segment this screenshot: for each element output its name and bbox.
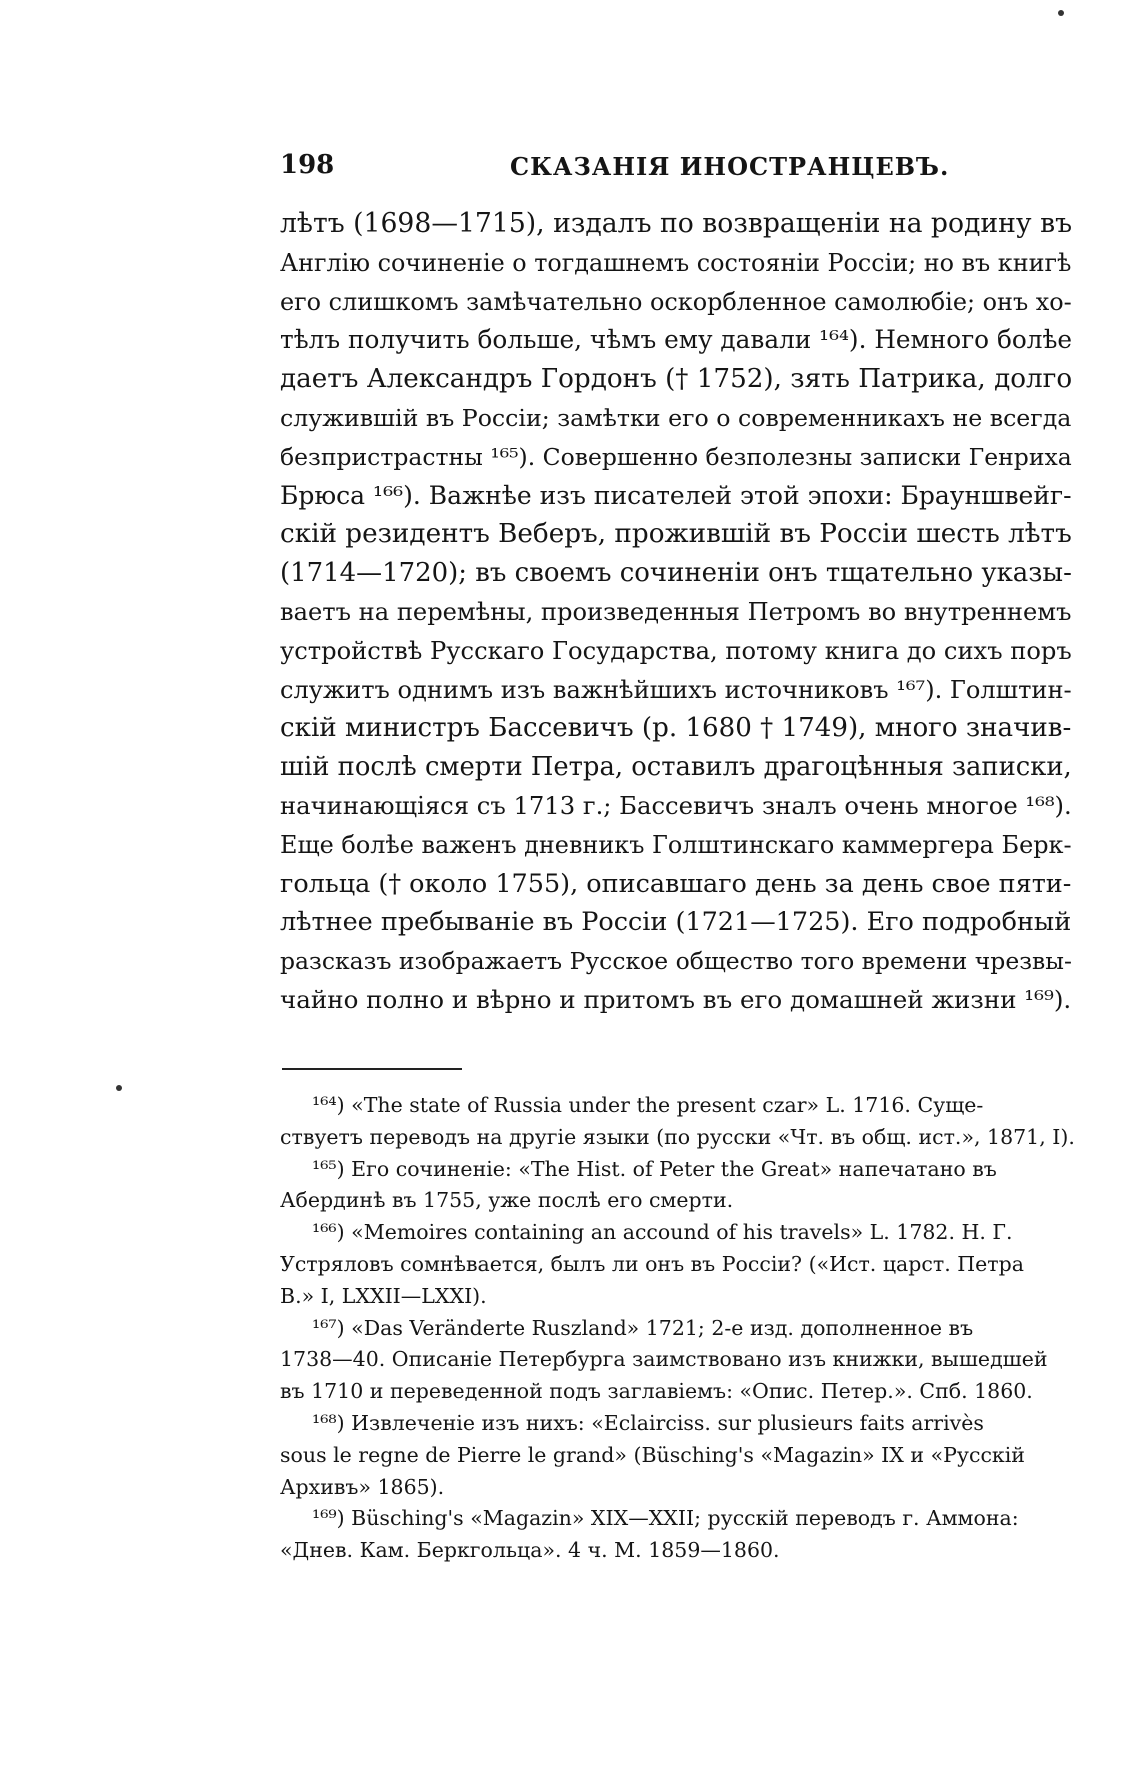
- footnote-line: въ 1710 и переведенной подъ заглавіемъ: «Опис. Петер.». Спб. 1860.: [280, 1379, 1033, 1404]
- footnote-line: ¹⁶⁷) «Das Veränderte Ruszland» 1721; 2-е изд. дополненное въ: [312, 1315, 974, 1340]
- text-line: Англію сочиненіе о тогдашнемъ состояніи Россіи; но въ книгѣ: [280, 248, 1072, 277]
- text-line: шій послѣ смерти Петра, оставилъ драгоцѣнныя записки,: [280, 752, 1072, 783]
- text-line: лѣтъ (1698—1715), издалъ по возвращеніи на родину въ: [280, 208, 1073, 239]
- text-line: безпристрастны ¹⁶⁵). Совершенно безполезны записки Генриха: [280, 442, 1072, 471]
- text-line: тѣлъ получить больше, чѣмъ ему давали ¹⁶⁴). Немного болѣе: [280, 325, 1073, 355]
- text-line: его слишкомъ замѣчательно оскорбленное самолюбіе; онъ хо-: [280, 287, 1072, 316]
- text-line: скій резидентъ Веберъ, прожившій въ Россіи шесть лѣтъ: [280, 519, 1072, 550]
- page-number: 198: [280, 150, 335, 180]
- footnote-line: ¹⁶⁴) «The state of Russia under the present czar» L. 1716. Суще-: [312, 1093, 984, 1117]
- print-speck: [1058, 10, 1064, 16]
- text-line: устройствѣ Русскаго Государства, потому книга до сихъ поръ: [280, 636, 1072, 665]
- footnote-line: ¹⁶⁸) Извлеченіе изъ нихъ: «Eclairciss. sur plusieurs faits arrivès: [312, 1410, 984, 1435]
- text-line: Брюса ¹⁶⁶). Важнѣе изъ писателей этой эпохи: Брауншвейг-: [280, 480, 1072, 510]
- text-line: Еще болѣе важенъ дневникъ Голштинскаго каммергера Берк-: [280, 830, 1072, 859]
- footnote-line: Устряловъ сомнѣвается, былъ ли онъ въ Россіи? («Ист. царст. Петра: [280, 1251, 1024, 1276]
- text-line: служившій въ Россіи; замѣтки его о современникахъ не всегда: [280, 403, 1072, 432]
- footnote-line: В.» I, LXXII—LXXI).: [280, 1283, 487, 1308]
- footnote-divider: [282, 1068, 462, 1070]
- text-line: (1714—1720); въ своемъ сочиненіи онъ тщательно указы-: [280, 558, 1072, 589]
- main-text: [280, 205, 1080, 1020]
- footnote-line: Архивъ» 1865).: [280, 1474, 445, 1499]
- text-line: разсказъ изображаетъ Русское общество того времени чрезвы-: [280, 947, 1072, 976]
- footnote-line: ¹⁶⁵) Его сочиненіе: «The Hist. of Peter the Great» напечатано въ: [312, 1156, 997, 1181]
- footnote-line: 1738—40. Описаніе Петербурга заимствовано изъ книжки, вышедшей: [280, 1347, 1048, 1372]
- print-speck: [116, 1085, 122, 1091]
- text-line: гольца († около 1755), описавшаго день за день свое пяти-: [280, 868, 1072, 899]
- footnote-line: Абердинѣ въ 1755, уже послѣ его смерти.: [280, 1188, 734, 1213]
- footnote-line: «Днев. Кам. Беркгольца». 4 ч. М. 1859—1860.: [280, 1538, 780, 1563]
- footnote-line: ствуетъ переводъ на другіе языки (по русски «Чт. въ общ. ист.», 1871, I).: [280, 1124, 1075, 1149]
- text-line: ваетъ на перемѣны, произведенныя Петромъ во внутреннемъ: [280, 597, 1072, 626]
- text-line: даетъ Александръ Гордонъ († 1752), зять Патрика, долго: [280, 364, 1073, 395]
- footnotes: [280, 1090, 1080, 1567]
- footnote-line: ¹⁶⁹) Büsching's «Magazin» XIX—XXII; русскій переводъ г. Аммона:: [312, 1506, 1019, 1531]
- footnote-line: sous le regne de Pierre le grand» (Büsching's «Magazin» IX и «Русскій: [280, 1442, 1025, 1467]
- text-line: служитъ однимъ изъ важнѣйшихъ источниковъ ¹⁶⁷). Голштин-: [280, 675, 1072, 704]
- text-line: начинающіяся съ 1713 г.; Бассевичъ зналъ очень многое ¹⁶⁸).: [280, 790, 1072, 820]
- page-header: [280, 150, 1080, 190]
- text-line: скій министръ Бассевичъ (р. 1680 † 1749), много значив-: [280, 713, 1072, 744]
- text-line: лѣтнее пребываніе въ Россіи (1721—1725). Его подробный: [280, 907, 1072, 938]
- running-title: СКАЗАНІЯ ИНОСТРАНЦЕВЪ.: [510, 152, 950, 181]
- text-line: чайно полно и вѣрно и притомъ въ его домашней жизни ¹⁶⁹).: [280, 984, 1072, 1014]
- footnote-line: ¹⁶⁶) «Memoires containing an accound of his travels» L. 1782. Н. Г.: [312, 1220, 1013, 1245]
